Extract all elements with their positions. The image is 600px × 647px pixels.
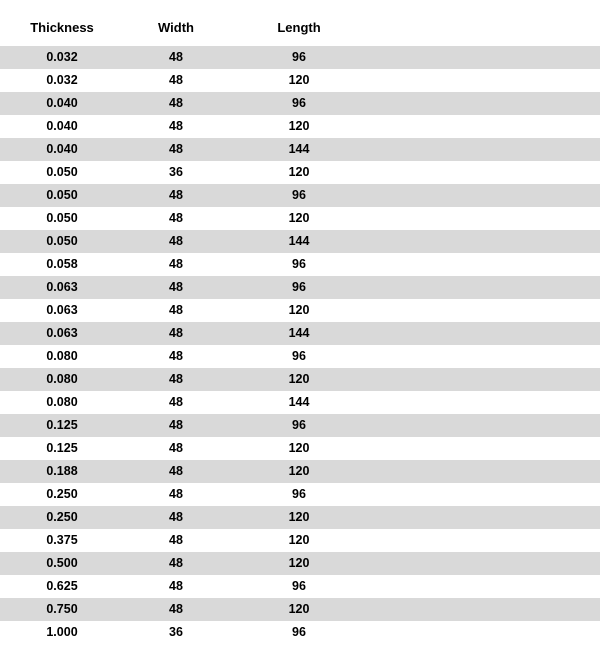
cell-width: 48 [169,142,183,156]
cell-width: 36 [169,625,183,639]
cell-length: 120 [288,464,310,478]
cell-thickness: 0.250 [46,487,78,501]
cell-thickness: 0.125 [46,441,78,455]
cell-width: 48 [169,257,183,271]
table-row [0,207,600,230]
cell-width: 48 [169,510,183,524]
cell-length: 120 [288,211,310,225]
cell-length: 120 [288,441,310,455]
cell-width: 48 [169,487,183,501]
cell-length: 120 [288,510,310,524]
cell-length: 96 [292,280,306,294]
cell-thickness: 0.063 [46,326,78,340]
cell-thickness: 0.032 [46,73,78,87]
table-row [0,276,600,299]
table-row [0,184,600,207]
cell-width: 48 [169,303,183,317]
table-row [0,138,600,161]
cell-length: 96 [292,579,306,593]
table-row [0,621,600,644]
table-row [0,414,600,437]
cell-thickness: 0.080 [46,372,78,386]
cell-length: 96 [292,349,306,363]
cell-width: 48 [169,395,183,409]
cell-length: 120 [288,165,310,179]
cell-width: 48 [169,464,183,478]
cell-length: 96 [292,96,306,110]
table-row [0,230,600,253]
cell-length: 144 [288,395,310,409]
cell-width: 48 [169,234,183,248]
table-row [0,483,600,506]
cell-width: 48 [169,349,183,363]
cell-width: 48 [169,326,183,340]
table-row [0,460,600,483]
cell-thickness: 0.050 [46,165,78,179]
cell-length: 96 [292,418,306,432]
table-row [0,322,600,345]
cell-length: 144 [288,234,310,248]
cell-width: 48 [169,50,183,64]
table-row [0,92,600,115]
cell-thickness: 0.375 [46,533,78,547]
cell-thickness: 0.040 [46,119,78,133]
cell-thickness: 0.050 [46,211,78,225]
cell-thickness: 0.250 [46,510,78,524]
cell-thickness: 1.000 [46,625,78,639]
cell-length: 144 [288,326,310,340]
table-row [0,529,600,552]
table-row [0,391,600,414]
cell-thickness: 0.750 [46,602,78,616]
table-row [0,575,600,598]
table-header-row [0,0,600,46]
header-width: Width [158,20,194,35]
table-row [0,46,600,69]
cell-thickness: 0.625 [46,579,78,593]
cell-length: 96 [292,50,306,64]
table-row [0,299,600,322]
cell-length: 96 [292,487,306,501]
table-row [0,506,600,529]
cell-thickness: 0.032 [46,50,78,64]
table-row [0,368,600,391]
cell-width: 48 [169,441,183,455]
cell-length: 96 [292,625,306,639]
cell-length: 120 [288,372,310,386]
cell-thickness: 0.063 [46,280,78,294]
table-row [0,253,600,276]
cell-thickness: 0.188 [46,464,78,478]
cell-width: 48 [169,119,183,133]
cell-thickness: 0.063 [46,303,78,317]
cell-length: 120 [288,602,310,616]
cell-width: 48 [169,372,183,386]
cell-length: 120 [288,556,310,570]
table-row [0,69,600,92]
cell-thickness: 0.080 [46,395,78,409]
table-row [0,161,600,184]
cell-width: 48 [169,533,183,547]
cell-width: 36 [169,165,183,179]
cell-thickness: 0.058 [46,257,78,271]
cell-length: 120 [288,119,310,133]
cell-width: 48 [169,211,183,225]
cell-length: 120 [288,533,310,547]
cell-thickness: 0.080 [46,349,78,363]
cell-length: 120 [288,303,310,317]
cell-width: 48 [169,96,183,110]
table-row [0,115,600,138]
cell-width: 48 [169,579,183,593]
cell-thickness: 0.500 [46,556,78,570]
cell-length: 96 [292,188,306,202]
cell-width: 48 [169,418,183,432]
table-row [0,552,600,575]
cell-width: 48 [169,188,183,202]
cell-thickness: 0.040 [46,142,78,156]
cell-thickness: 0.050 [46,234,78,248]
cell-width: 48 [169,73,183,87]
cell-thickness: 0.050 [46,188,78,202]
cell-length: 144 [288,142,310,156]
table-row [0,598,600,621]
header-length: Length [277,20,321,35]
cell-length: 96 [292,257,306,271]
cell-thickness: 0.125 [46,418,78,432]
cell-width: 48 [169,280,183,294]
cell-width: 48 [169,556,183,570]
cell-length: 120 [288,73,310,87]
cell-thickness: 0.040 [46,96,78,110]
table-row [0,345,600,368]
header-thickness: Thickness [30,20,94,35]
cell-width: 48 [169,602,183,616]
table-row [0,437,600,460]
table-body [0,46,600,644]
